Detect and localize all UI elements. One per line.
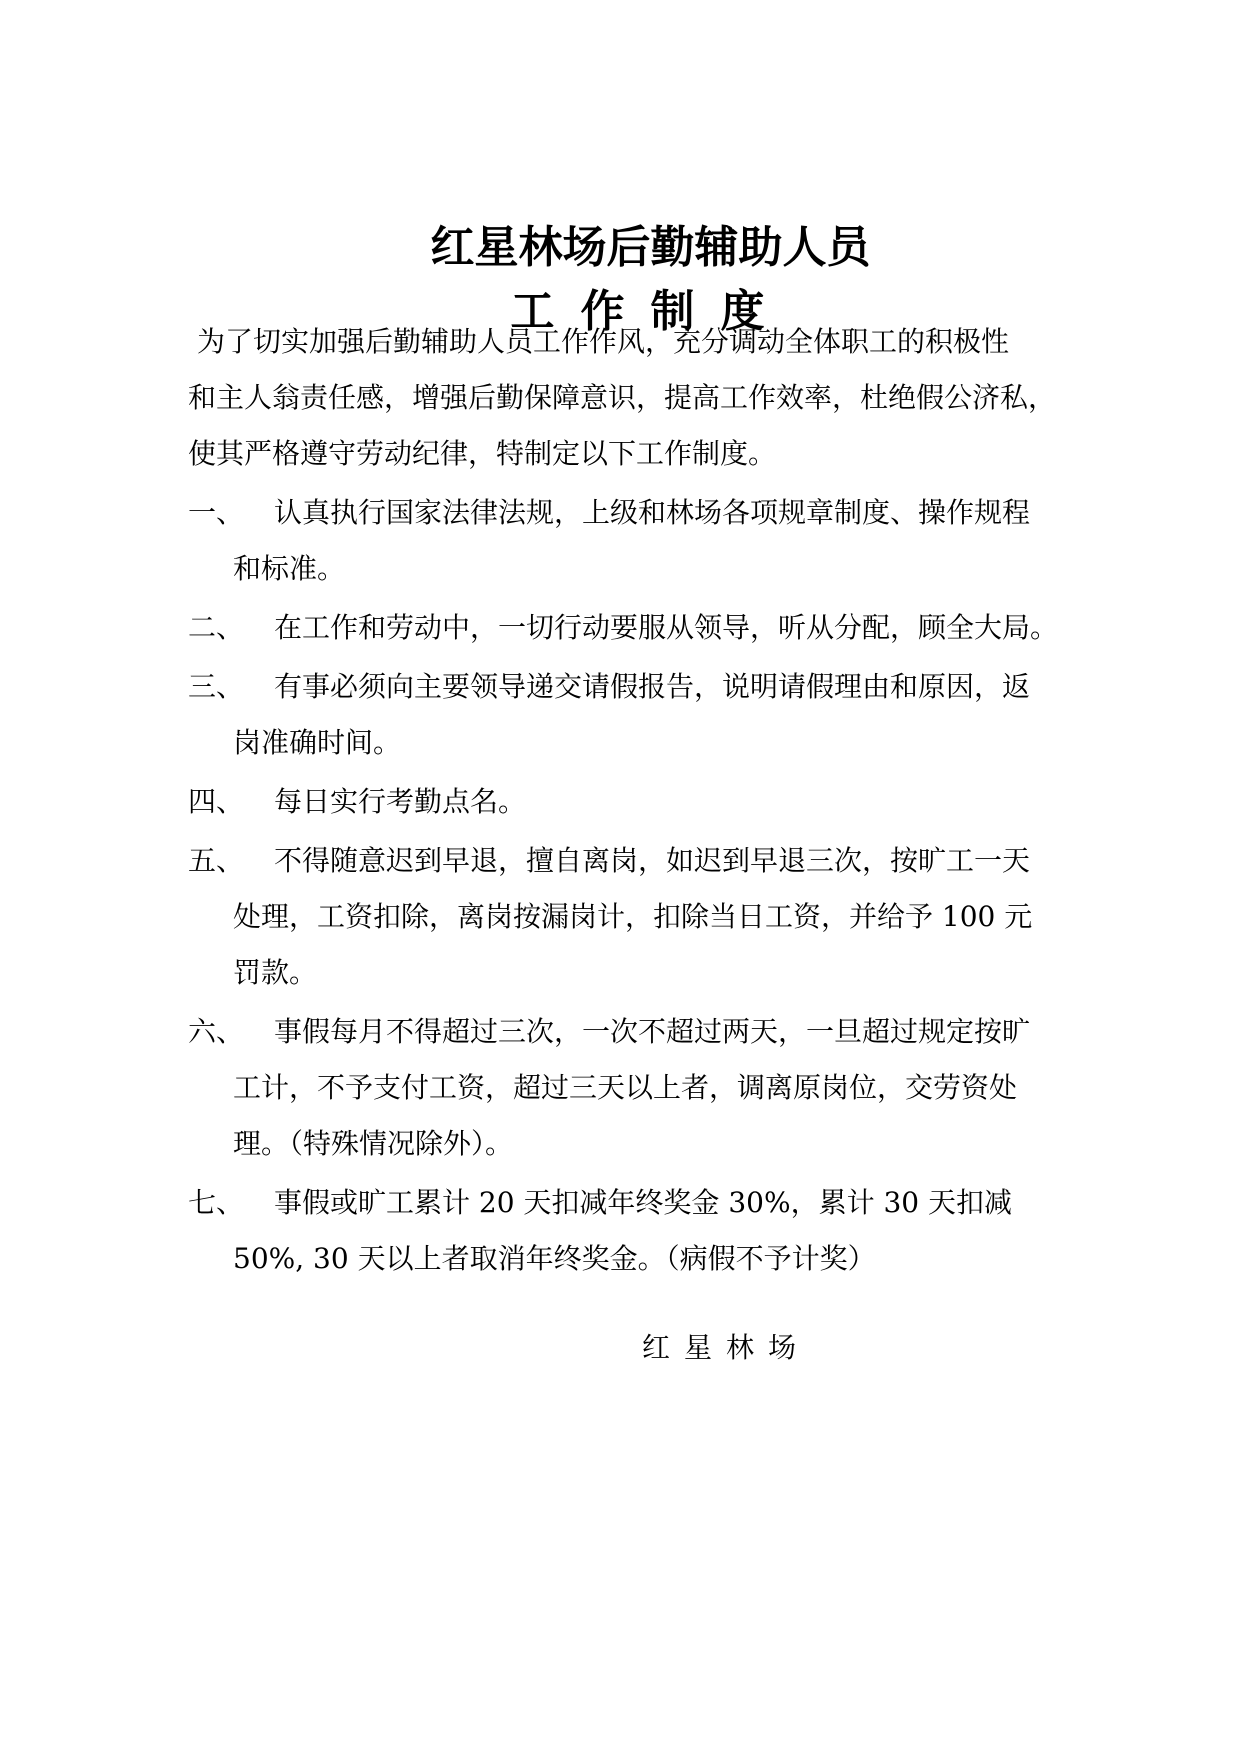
item-number: 七、 — [188, 1186, 245, 1219]
document-title: 红星林场后勤辅助人员 — [430, 222, 871, 273]
item-text-continued: 和标准。 — [233, 552, 346, 585]
item-text-continued: 工计，不予支付工资，超过三天以上者，调离原岗位，交劳资处 — [233, 1071, 1018, 1104]
document-subtitle: 工作制度 — [510, 286, 791, 337]
item-number: 一、 — [188, 496, 245, 529]
item-number: 五、 — [188, 844, 245, 877]
item-text: 认真执行国家法律法规，上级和林场各项规章制度、操作规程 — [274, 496, 1031, 529]
item-text-continued: 岗准确时间。 — [233, 726, 402, 759]
item-text: 事假或旷工累计 20 天扣减年终奖金 30%，累计 30 天扣减 — [274, 1186, 1012, 1219]
item-number: 三、 — [188, 670, 245, 703]
item-text: 不得随意迟到早退，擅自离岗，如迟到早退三次，按旷工一天 — [274, 844, 1031, 877]
item-text-continued: 50%, 30 天以上者取消年终奖金。（病假不予计奖） — [233, 1242, 876, 1275]
signature: 红星林场 — [642, 1331, 811, 1364]
item-number: 六、 — [188, 1015, 245, 1048]
item-text: 在工作和劳动中，一切行动要服从领导，听从分配，顾全大局。 — [274, 611, 1059, 644]
item-number: 四、 — [188, 785, 245, 818]
item-number: 二、 — [188, 611, 245, 644]
item-text: 每日实行考勤点名。 — [274, 785, 527, 818]
item-text-continued: 罚款。 — [233, 956, 318, 989]
item-text: 有事必须向主要领导递交请假报告，说明请假理由和原因，返 — [274, 670, 1031, 703]
intro-line: 使其严格遵守劳动纪律，特制定以下工作制度。 — [188, 437, 777, 470]
intro-line: 和主人翁责任感，增强后勤保障意识，提高工作效率，杜绝假公济私， — [188, 381, 1057, 414]
item-text-continued: 处理，工资扣除，离岗按漏岗计，扣除当日工资，并给予 100 元 — [233, 900, 1033, 933]
item-text-continued: 理。（特殊情况除外）。 — [233, 1127, 514, 1160]
intro-line: 为了切实加强后勤辅助人员工作作风，充分调动全体职工的积极性 — [197, 325, 1010, 358]
item-text: 事假每月不得超过三次，一次不超过两天，一旦超过规定按旷 — [274, 1015, 1031, 1048]
